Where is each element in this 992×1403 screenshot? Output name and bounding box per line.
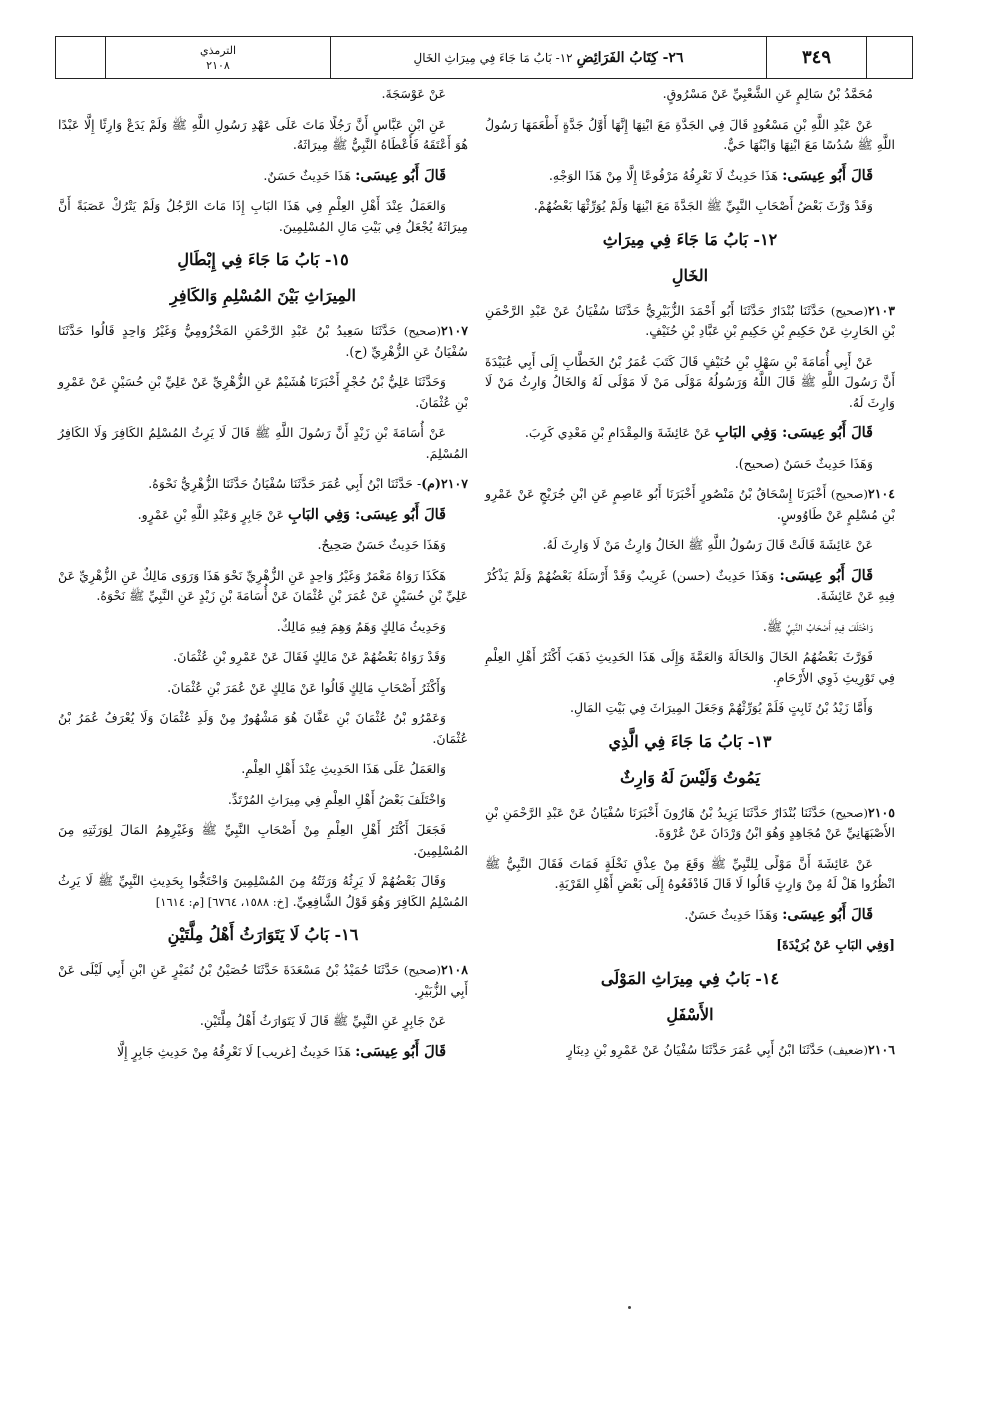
body-paragraph: وَالعَمَلُ عِنْدَ أَهْلِ العِلْمِ فِي هَذَا البَابِ إِذَا مَاتَ الرَّجُلُ وَلَمْ يَتْرُكْ عَصَبَةً أَنَّ مِيرَاثَهُ يُجْعَلُ فِي بَيْتِ مَالِ المُسْلِمِينَ. xyxy=(58,198,468,234)
hadith-text: حَدَّثَنَا بُنْدَارٌ حَدَّثَنَا أَبُو أَحْمَدَ الزُّبَيْرِيُّ حَدَّثَنَا سُفْيَانُ عَنْ عَبْدِ الرَّحْمَنِ بْنِ الحَارِثِ عَنْ حَكِيمِ بْنِ حَكِيمِ بْنِ عَبَّادِ بْنِ حُنَيْفٍ. xyxy=(485,302,895,338)
chapter-heading-line: ١٣- بَابُ مَا جَاءَ فِي الَّذِي xyxy=(608,731,772,751)
chapter-heading-line: ١٦- بَابُ لَا يَتَوَارَثُ أَهْلُ مِلَّتَيْنِ xyxy=(167,925,359,944)
hadith-number: ٢١٠٦ xyxy=(867,1041,895,1057)
commentary-paragraph xyxy=(485,423,895,444)
commentary-paragraph xyxy=(58,505,468,526)
hadith-number: ٢١٠٨ xyxy=(440,962,468,977)
hadith-number: ٢١٠٣ xyxy=(867,302,895,318)
header-title xyxy=(331,37,767,78)
body-paragraph: وَحَدِيثُ مَالِكٍ وَهَمٌ وَهِمَ فِيهِ مَالِكٌ. xyxy=(276,618,446,634)
chapter-heading-line: الأَسْفَلِ xyxy=(666,1004,714,1024)
hadith-grade: (صحيح) xyxy=(403,963,441,977)
chapter-heading-line: المِيرَاثِ بَيْنَ المُسْلِمِ وَالكَافِرِ xyxy=(170,286,356,305)
hadith-paragraph xyxy=(485,803,895,844)
chapter-heading-line: ١٥- بَابُ مَا جَاءَ فِي إِبْطَالِ xyxy=(177,250,349,269)
commentary-text: عَنْ جَابِرٍ وَعَبْدِ اللَّهِ بْنِ عَمْرٍو. xyxy=(137,506,289,522)
commentary-text: وَهَذَا حَدِيثٌ (حسن) غَرِيبٌ وَقَدْ أَرْسَلَهُ بَعْضُهُمْ وَلَمْ يَذْكُرْ فِيهِ عَنْ عَائِشَةَ. xyxy=(485,567,895,603)
chapter-heading xyxy=(485,966,895,1028)
hadith-paragraph xyxy=(58,474,468,495)
body-paragraph: عَنِ ابْنِ عَبَّاسٍ أَنَّ رَجُلًا مَاتَ عَلَى عَهْدِ رَسُولِ اللَّهِ ﷺ وَلَمْ يَدَعْ وَارِثًا إِلَّا عَبْدًا هُوَ أَعْتَقَهُ فَأَعْطَاهُ النَّبِيُّ ﷺ مِيرَاثَهُ. xyxy=(58,116,468,152)
hadith-text: حَدَّثَنَا سَعِيدُ بْنُ عَبْدِ الرَّحْمَنِ المَخْزُومِيُّ وَغَيْرُ وَاحِدٍ قَالُوا حَدَّثَنَا سُفْيَانُ عَنِ الزُّهْرِيِّ (ح). xyxy=(58,323,468,359)
page-header xyxy=(55,36,913,79)
page-number: ٣٤٩ xyxy=(767,37,867,78)
hadith-number: ٢١٠٥ xyxy=(867,804,895,820)
hadith-number: ٢١٠٤ xyxy=(867,486,895,501)
hadith-text: حَدَّثَنَا حُمَيْدُ بْنُ مَسْعَدَةَ حَدَّثَنَا حُصَيْنُ بْنُ نُمَيْرٍ عَنِ ابْنِ أَبِي لَيْلَى عَنْ أَبِي الزُّبَيْرِ. xyxy=(58,962,468,998)
body-paragraph: فَجَعَلَ أَكْثَرُ أَهْلِ العِلْمِ مِنْ أَصْحَابِ النَّبِيِّ ﷺ وَغَيْرِهِمُ المَالَ لِوَرَثَتِهِ مِنَ المُسْلِمِينَ. xyxy=(58,822,468,858)
commentary-paragraph xyxy=(485,905,895,926)
body-paragraph: وَقَدْ رَوَاهُ بَعْضُهُمْ عَنْ مَالِكٍ فَقَالَ عَنْ عَمْرِو بْنِ عُثْمَانَ. xyxy=(173,649,446,664)
hadith-paragraph xyxy=(485,484,895,525)
commentary-text: وَهَذَا حَدِيثٌ حَسَنٌ. xyxy=(684,906,783,922)
commentary-paragraph xyxy=(58,1042,468,1063)
commentary-text: هَذَا حَدِيثٌ [غريب] لَا نَعْرِفُهُ مِنْ حَدِيثِ جَابِرٍ إِلَّا xyxy=(116,1043,356,1059)
chapter-heading-line: يَمُوتُ وَلَيْسَ لَهُ وَارِثٌ xyxy=(620,767,760,787)
body-paragraph: عَنْ عَوْسَجَةَ. xyxy=(381,86,446,101)
left-column xyxy=(58,84,468,1284)
hadith-paragraph xyxy=(58,960,468,1001)
chapter-subtitle: ١٢- بَابُ مَا جَاءَ فِي مِيرَاثِ الخَالِ xyxy=(413,50,573,65)
book-title: ٢٦- كِتَابُ الفَرَائِضِ xyxy=(576,49,684,66)
hadith-grade: (صحيح) xyxy=(830,303,868,318)
hadith-paragraph xyxy=(485,301,895,342)
speaker-label: قَالَ أَبُو عِيسَى: xyxy=(355,166,446,184)
hadith-paragraph xyxy=(58,321,468,362)
commentary-paragraph xyxy=(485,166,895,187)
chapter-heading-line: الخَالِ xyxy=(671,265,709,285)
header-book-info xyxy=(106,37,331,78)
book-name: الترمذي xyxy=(199,43,237,57)
commentary-paragraph xyxy=(58,166,468,187)
body-paragraph: عَنْ عَبْدِ اللَّهِ بْنِ مَسْعُودٍ قَالَ فِي الجَدَّةِ مَعَ ابْنِهَا إِنَّهَا أَوَّلُ جَدَّةٍ أَطْعَمَهَا رَسُولُ اللَّهِ ﷺ سُدُسًا مَعَ ابْنِهَا وَابْنُهَا حَيٌّ. xyxy=(485,116,895,152)
hadith-grade: (ضعيف) xyxy=(828,1042,868,1057)
body-paragraph: عَنْ أُسَامَةَ بْنِ زَيْدٍ أَنَّ رَسُولَ اللَّهِ ﷺ قَالَ لَا يَرِثُ المُسْلِمُ الكَافِرَ وَلَا الكَافِرُ المُسْلِمَ. xyxy=(58,425,468,461)
hadith-paragraph xyxy=(485,1040,895,1061)
hadith-grade: (صحيح) xyxy=(830,487,868,501)
scan-speck xyxy=(628,1306,631,1309)
header-margin-right xyxy=(867,37,912,78)
body-paragraph: وَقَدْ وَرَّثَ بَعْضُ أَصْحَابِ النَّبِيِّ ﷺ الجَدَّةَ مَعَ ابْنِهَا وَلَمْ يُوَرِّثْهَا بَعْضُهُمْ. xyxy=(533,198,873,213)
speaker-label: قَالَ أَبُو عِيسَى: وَفِي البَابِ xyxy=(715,424,873,441)
commentary-text: هَذَا حَدِيثٌ لَا نَعْرِفُهُ مَرْفُوعًا إِلَّا مِنْ هَذَا الوَجْهِ. xyxy=(548,167,783,183)
body-paragraph: وَحَدَّثَنَا عَلِيُّ بْنُ حُجْرٍ أَخْبَرَنَا هُشَيْمٌ عَنِ الزُّهْرِيِّ عَنْ عَلِيِّ بْنِ حُسَيْنٍ عَنْ عَمْرِو بْنِ عُثْمَانَ. xyxy=(58,374,468,410)
chapter-heading-line: ١٤- بَابُ فِي مِيرَاثِ المَوْلَى xyxy=(600,968,780,988)
speaker-label: قَالَ أَبُو عِيسَى: xyxy=(355,1042,446,1060)
speaker-label: قَالَ أَبُو عِيسَى: وَفِي البَابِ xyxy=(288,505,446,523)
right-column xyxy=(485,84,895,1284)
body-paragraph: وَالعَمَلُ عَلَى هَذَا الحَدِيثِ عِنْدَ أَهْلِ العِلْمِ. xyxy=(241,761,446,776)
body-paragraph: وَأَمَّا زَيْدُ بْنُ ثَابِتٍ فَلَمْ يُوَرِّثْهُمْ وَجَعَلَ المِيرَاثَ فِي بَيْتِ المَالِ. xyxy=(569,700,873,715)
body-text: وَقَالَ بَعْضُهُمْ لَا يَرِثُهُ وَرَثَتُهُ مِنَ المُسْلِمِينَ وَاحْتَجُّوا بِحَدِيثِ النَّبِيِّ ﷺ لَا يَرِثُ المُسْلِمُ الكَافِرَ وَهُوَ قَوْلُ الشَّافِعِيِّ. xyxy=(58,873,468,909)
chapter-heading xyxy=(485,227,895,289)
commentary-paragraph xyxy=(485,566,895,607)
body-paragraph: فَوَرَّثَ بَعْضُهُمُ الخَالَ وَالخَالَةَ وَالعَمَّةَ وَإِلَى هَذَا الحَدِيثِ ذَهَبَ أَكْثَرُ أَهْلِ العِلْمِ فِي تَوْرِيثِ ذَوِي الأَرْحَامِ. xyxy=(485,649,895,685)
body-paragraph: مُحَمَّدُ بْنُ سَالِمٍ عَنِ الشَّعْبِيِّ عَنْ مَسْرُوقٍ. xyxy=(662,86,873,101)
hadith-text: - حَدَّثَنَا ابْنُ أَبِي عُمَرَ حَدَّثَنَا سُفْيَانُ حَدَّثَنَا الزُّهْرِيُّ نَحْوَهُ. xyxy=(148,476,422,491)
body-paragraph: هَكَذَا رَوَاهُ مَعْمَرٌ وَغَيْرُ وَاحِدٍ عَنِ الزُّهْرِيِّ نَحْوَ هَذَا وَرَوَى مَالِكٌ عَنِ الزُّهْرِيِّ عَنْ عَلِيِّ بْنِ حُسَيْنٍ عَنْ عُمَرَ بْنِ عُثْمَانَ عَنْ أُسَامَةَ بْنِ زَيْدٍ عَنِ النَّبِيِّ ﷺ نَحْوَهُ. xyxy=(58,567,468,603)
chapter-heading-line: ١٢- بَابُ مَا جَاءَ فِي مِيرَاثِ xyxy=(602,229,778,249)
hadith-number: ٢١٠٧(م) xyxy=(421,476,468,491)
chapter-heading xyxy=(58,922,468,948)
header-margin-left xyxy=(56,37,106,78)
speaker-label: قَالَ أَبُو عِيسَى: xyxy=(782,166,873,184)
body-paragraph: وَهَذَا حَدِيثٌ حَسَنٌ (صحيح). xyxy=(734,455,873,471)
body-paragraph xyxy=(58,871,468,912)
bracket-note: [وَفِي البَابِ عَنْ بُرَيْدَةَ] xyxy=(776,937,895,952)
body-paragraph: وَهَذَا حَدِيثٌ حَسَنٌ صَحِيحٌ. xyxy=(317,537,446,552)
reference-citation: [خ: ١٥٨٨، ٦٧٦٤] [م: ١٦١٤] xyxy=(155,894,289,909)
body-paragraph: وَأَكْثَرُ أَصْحَابِ مَالِكٍ قَالُوا عَنْ مَالِكٍ عَنْ عُمَرَ بْنِ عُثْمَانَ. xyxy=(167,679,446,695)
body-paragraph: وَاخْتَلَفَ بَعْضُ أَهْلِ العِلْمِ فِي مِيرَاثِ المُرْتَدِّ. xyxy=(227,791,446,807)
body-paragraph: عَنْ عَائِشَةَ قَالَتْ قَالَ رَسُولُ اللَّهِ ﷺ الخَالُ وَارِثُ مَنْ لَا وَارِثَ لَهُ. xyxy=(542,537,873,552)
commentary-text: هَذَا حَدِيثٌ حَسَنٌ. xyxy=(263,167,356,183)
speaker-label: قَالَ أَبُو عِيسَى: xyxy=(782,905,873,923)
hadith-text: أَخْبَرَنَا إِسْحَاقُ بْنُ مَنْصُورٍ أَخْبَرَنَا أَبُو عَاصِمٍ عَنِ ابْنِ جُرَيْجٍ عَنْ عَمْرِو بْنِ مُسْلِمٍ عَنْ طَاوُوسٍ. xyxy=(485,486,895,522)
body-paragraph: عَنْ أَبِي أُمَامَةَ بْنِ سَهْلِ بْنِ حُنَيْفٍ قَالَ كَتَبَ عُمَرُ بْنُ الخَطَّابِ إِلَى أَبِي عُبَيْدَةَ أَنَّ رَسُولَ اللَّهِ ﷺ قَالَ اللَّهُ وَرَسُولُهُ مَوْلَى مَنْ لَا مَوْلَى لَهُ وَالخَالُ وَارِثُ مَنْ لَا وَارِثَ لَهُ. xyxy=(485,353,895,410)
commentary-text: عَنْ عَائِشَةَ وَالمِقْدَامِ بْنِ مَعْدِي كَرِبَ. xyxy=(524,425,716,440)
chapter-heading xyxy=(58,247,468,309)
body-paragraph: وَعَمْرُو بْنُ عُثْمَانَ بْنِ عَفَّانَ هُوَ مَشْهُورٌ مِنْ وَلَدِ عُثْمَانَ وَلَا يُعْرَفُ عُمَرُ بْنُ عُثْمَانَ. xyxy=(58,710,468,746)
hadith-text: حَدَّثَنَا ابْنُ أَبِي عُمَرَ حَدَّثَنَا سُفْيَانُ عَنْ عَمْرِو بْنِ دِينَارٍ xyxy=(566,1041,829,1057)
hadith-grade: (صحيح) xyxy=(403,324,441,338)
hadith-number: ٢١٠٧ xyxy=(440,323,468,338)
hadith-grade: (صحيح) xyxy=(830,805,868,820)
chapter-heading xyxy=(485,729,895,791)
body-paragraph: عَنْ عَائِشَةَ أَنَّ مَوْلًى لِلنَّبِيِّ ﷺ وَقَعَ مِنْ عِذْقِ نَخْلَةٍ فَمَاتَ فَقَالَ النَّبِيُّ ﷺ انْظُرُوا هَلْ لَهُ مِنْ وَارِثٍ قَالُوا لَا قَالَ فَادْفَعُوهُ إِلَى بَعْضِ أَهْلِ القَرْيَةِ. xyxy=(485,855,895,891)
hadith-text: حَدَّثَنَا بُنْدَارٌ حَدَّثَنَا يَزِيدُ بْنُ هَارُونَ أَخْبَرَنَا سُفْيَانُ عَنْ عَبْدِ الرَّحْمَنِ بْنِ الأَصْبَهَانِيِّ عَنْ مُجَاهِدٍ وَهُوَ ابْنُ وَرْدَانَ عَنْ عُرْوَةَ. xyxy=(485,804,895,840)
speaker-label: قَالَ أَبُو عِيسَى: xyxy=(779,566,873,584)
body-paragraph: عَنْ جَابِرٍ عَنِ النَّبِيِّ ﷺ قَالَ لَا يَتَوَارَثُ أَهْلُ مِلَّتَيْنِ. xyxy=(199,1013,446,1028)
body-paragraph: وَاخْتَلَفَ فِيهِ أَصْحَابُ النَّبِيِّ ﷺ. xyxy=(762,618,873,634)
hadith-range: ٢١٠٨ xyxy=(206,58,230,72)
